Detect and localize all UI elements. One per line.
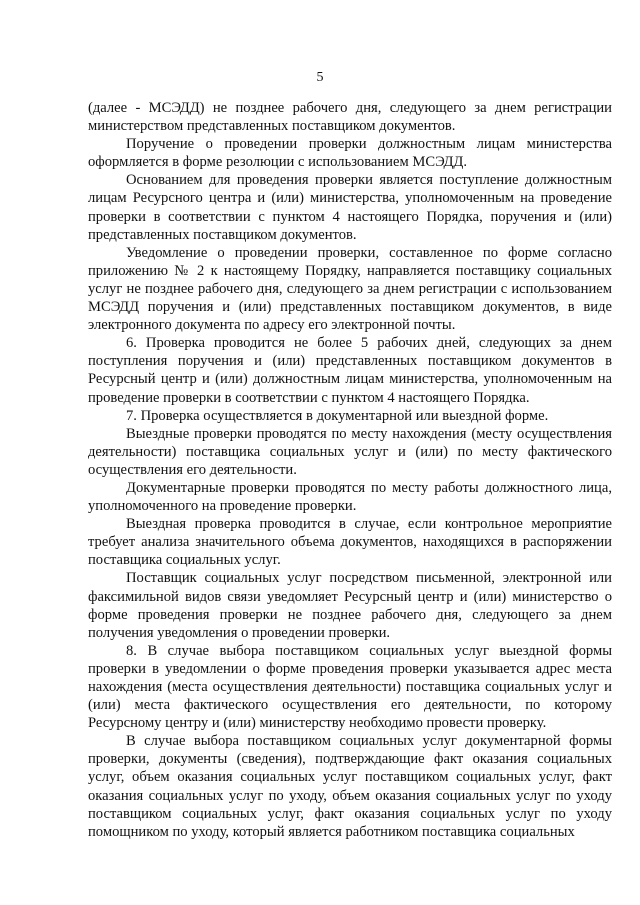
- body-text: [88, 99, 612, 841]
- paragraph-order-resolution: Поручение о проведении проверки должностным лицам министерства оформляется в форме резолюции с использованием МСЭДД.: [88, 136, 612, 171]
- paragraph-documentary-form: В случае выбора поставщиком социальных услуг документарной формы проверки, документы (сведения), подтверждающие факт оказания социальных услуг, объем оказания социальных услуг поставщиком социальных услуг, факт оказания социальных услуг по уходу, объем оказания социальных услуг по уходу поставщиком социальных услуг, факт оказания социальных услуг по уходу помощником по уходу, который является работником поставщика социальных: [88, 733, 612, 840]
- paragraph-item-8: 8. В случае выбора поставщиком социальных услуг выездной формы проверки в уведомлении о форме проведения проверки указывается адрес места нахождения (места осуществления деятельности) поставщика социальных услуг и (или) места фактического осуществления его деятельности, по которому Ресурсному центру и (или) министерству необходимо провести проверку.: [88, 642, 612, 732]
- paragraph-item-6: 6. Проверка проводится не более 5 рабочих дней, следующих за днем поступления поручения и (или) представленных поставщиком документов в Ресурсный центр и (или) должностным лицам министерства, уполномоченным на проведение проверки в соответствии с пунктом 4 настоящего Порядка.: [88, 335, 612, 406]
- paragraph-basis-for-inspection: Основанием для проведения проверки является поступление должностным лицам Ресурсного центра и (или) министерства, уполномоченным на проведение проверки в соответствии с пунктом 4 настоящего Порядка, поручения и (или) представленных поставщиком документов.: [88, 172, 612, 243]
- paragraph-provider-notification: Поставщик социальных услуг посредством письменной, электронной или факсимильной видов связи уведомляет Ресурсный центр и (или) министерство о форме проведения проверки не позднее рабочего дня, следующего за днем получения уведомления о проведении проверки.: [88, 570, 612, 641]
- paragraph-item-7: 7. Проверка осуществляется в документарной или выездной форме.: [126, 407, 549, 424]
- paragraph-documentary-inspections: Документарные проверки проводятся по месту работы должностного лица, уполномоченного на проведение проверки.: [88, 479, 612, 515]
- paragraph-onsite-condition: Выездная проверка проводится в случае, если контрольное мероприятие требует анализа значительного объема документов, находящихся в распоряжении поставщика социальных услуг.: [88, 516, 612, 569]
- page-number: 5: [316, 70, 324, 85]
- paragraph-inspection-notice: Уведомление о проведении проверки, составленное по форме согласно приложению № 2 к настоящему Порядку, направляется поставщику социальных услуг не позднее рабочего дня, следующего за днем регистрации с использованием МСЭДД поручения и (или) представленных поставщиком документов, в виде электронного документа по адресу его электронной почты.: [88, 244, 612, 334]
- paragraph-continuation: (далее - МСЭДД) не позднее рабочего дня, следующего за днем регистрации министерством представленных поставщиком документов.: [88, 100, 612, 135]
- paragraph-onsite-inspections: Выездные проверки проводятся по месту нахождения (месту осуществления деятельности) поставщика социальных услуг и (или) по месту фактического осуществления его деятельности.: [88, 425, 612, 478]
